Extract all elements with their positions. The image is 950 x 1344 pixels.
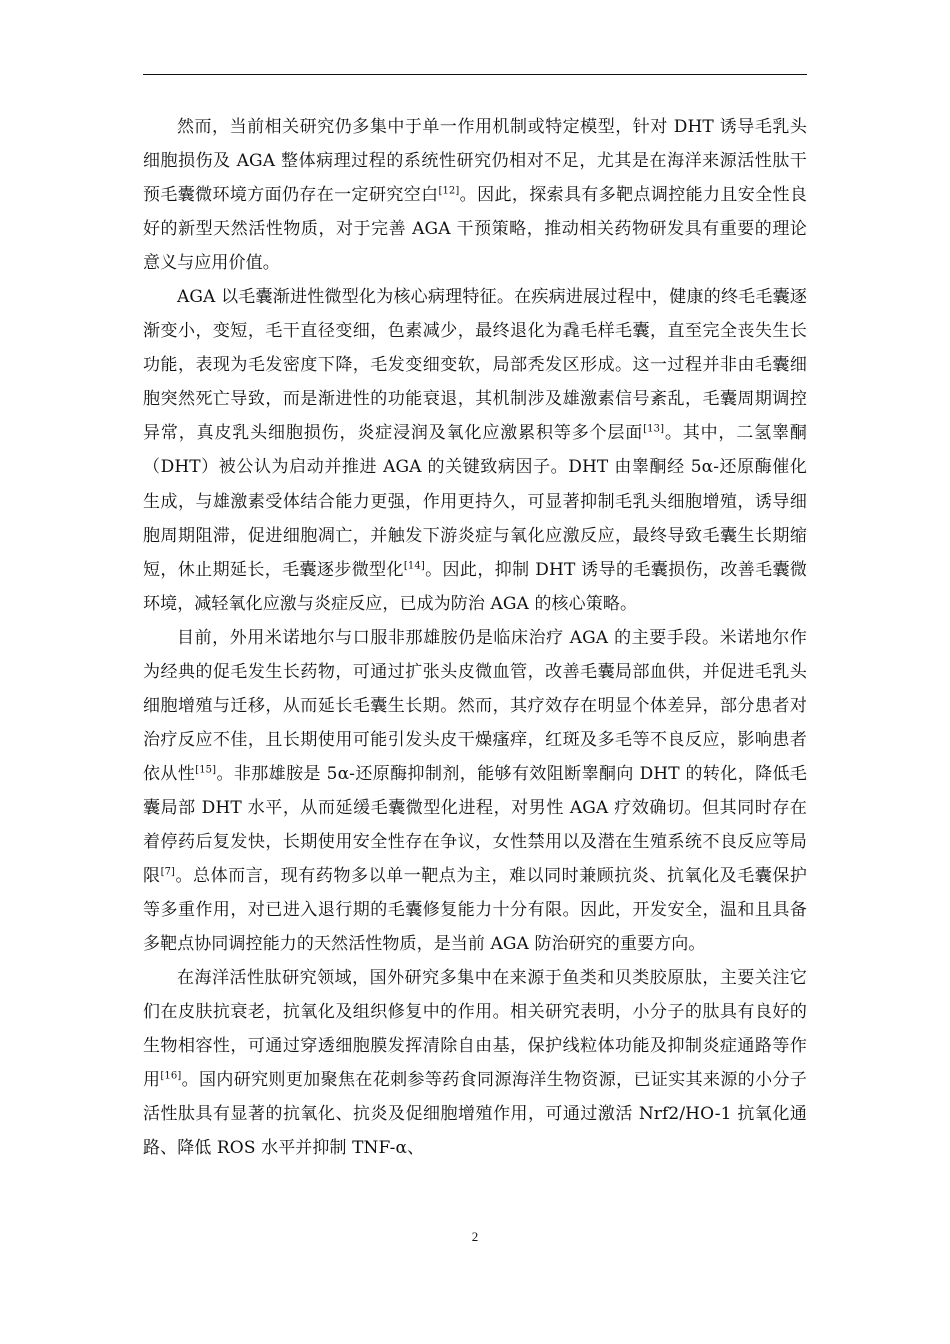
citation-mark: [14] [403,559,425,571]
text-run: AGA 以毛囊渐进性微型化为核心病理特征。在疾病进展过程中，健康的终毛毛囊逐渐变小，变短，毛干直径变细，色素减少，最终退化为毳毛样毛囊，直至完全丧失生长功能，表现为毛发密度下降，毛发变细变软，局部秃发区形成。这一过程并非由毛囊细胞突然死亡导致，而是渐进性的功能衰退，其机制涉及雄激素信号紊乱，毛囊周期调控异常，真皮乳头细胞损伤，炎症浸润及氧化应激累积等多个层面 [143,287,807,444]
body-text [143,110,807,1165]
paragraph [143,961,807,1165]
text-run: 目前，外用米诺地尔与口服非那雄胺仍是临床治疗 AGA 的主要手段。米诺地尔作为经典的促毛发生长药物，可通过扩张头皮微血管，改善毛囊局部血供，并促进毛乳头细胞增殖与迁移，从而延长毛囊生长期。然而，其疗效存在明显个体差异，部分患者对治疗反应不佳，且长期使用可能引发头皮干燥瘙痒，红斑及多毛等不良反应，影响患者依从性 [143,627,807,784]
text-run: 然而，当前相关研究仍多集中于单一作用机制或特定模型，针对 DHT 诱导毛乳头细胞损伤及 AGA 整体病理过程的系统性研究仍相对不足，尤其是在海洋来源活性肽干预毛囊微环境方面仍存在一定研究空白 [143,117,807,206]
page-number: 2 [471,1229,479,1244]
text-run: 。因此，探索具有多靶点调控能力且安全性良好的新型天然活性物质，对于完善 AGA 干预策略，推动相关药物研发具有重要的理论意义与应用价值。 [143,185,808,274]
paragraph [143,110,807,280]
text-run: 。因此，抑制 DHT 诱导的毛囊损伤，改善毛囊微环境，减轻氧化应激与炎症反应，已成为防治 AGA 的核心策略。 [143,559,807,614]
header-rule [143,74,807,75]
citation-mark: [7] [160,866,176,878]
citation-mark: [12] [438,185,460,197]
paragraph [143,621,807,961]
citation-mark: [13] [643,423,665,435]
citation-mark: [15] [195,764,217,776]
text-run: 。总体而言，现有药物多以单一靶点为主，难以同时兼顾抗炎、抗氧化及毛囊保护等多重作用，对已进入退行期的毛囊修复能力十分有限。因此，开发安全，温和且具备多靶点协同调控能力的天然活性物质，是当前 AGA 防治研究的重要方向。 [143,866,807,955]
text-run: 。国内研究则更加聚焦在花刺参等药食同源海洋生物资源，已证实其来源的小分子活性肽具有显著的抗氧化、抗炎及促细胞增殖作用，可通过激活 Nrf2/HO-1 抗氧化通路、降低 ROS 水平并抑制 TNF-α、 [143,1070,807,1159]
text-run: 。其中，二氢睾酮（DHT）被公认为启动并推进 AGA 的关键致病因子。DHT 由睾酮经 5α-还原酶催化生成，与雄激素受体结合能力更强，作用更持久，可显著抑制毛乳头细胞增殖，诱导细胞周期阻滞，促进细胞凋亡，并触发下游炎症与氧化应激反应，最终导致毛囊生长期缩短，休止期延长，毛囊逐步微型化 [143,423,807,580]
text-run: 在海洋活性肽研究领域，国外研究多集中在来源于鱼类和贝类胶原肽，主要关注它们在皮肤抗衰老，抗氧化及组织修复中的作用。相关研究表明，小分子的肽具有良好的生物相容性，可通过穿透细胞膜发挥清除自由基，保护线粒体功能及抑制炎症通路等作用 [143,968,807,1091]
citation-mark: [16] [160,1070,182,1082]
paragraph [143,280,807,620]
text-run: 。非那雄胺是 5α-还原酶抑制剂，能够有效阻断睾酮向 DHT 的转化，降低毛囊局部 DHT 水平，从而延缓毛囊微型化进程，对男性 AGA 疗效确切。但其同时存在着停药后复发快，长期使用安全性存在争议，女性禁用以及潜在生殖系统不良反应等局限 [143,763,807,887]
